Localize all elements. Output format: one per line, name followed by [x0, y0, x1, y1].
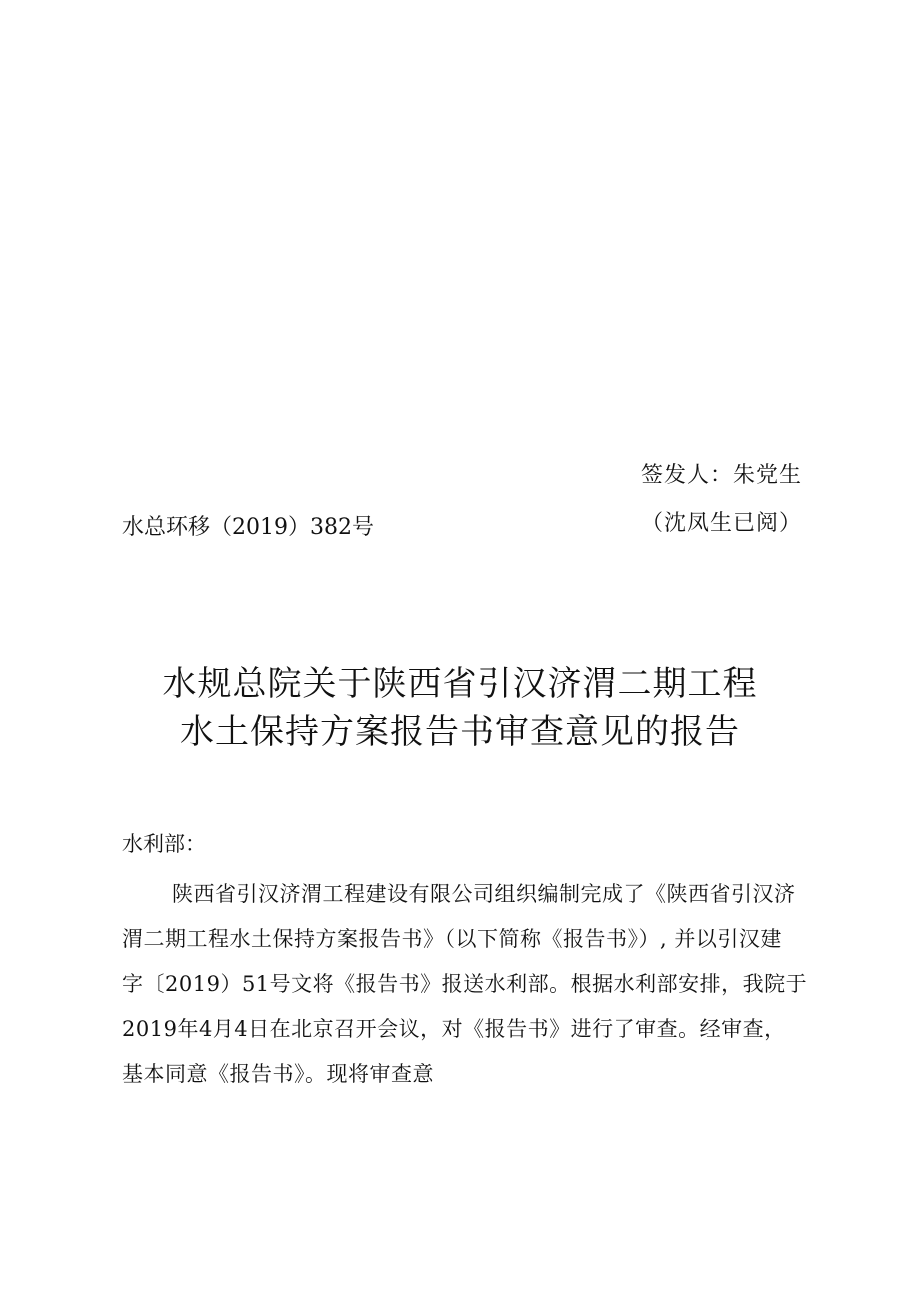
addressee: 水利部：: [122, 832, 206, 856]
document-number: 水总环移（2019）382号: [122, 515, 374, 540]
document-title-line-2: 水土保持方案报告书审查意见的报告: [180, 712, 740, 752]
signer-line: 签发人：朱党生: [640, 463, 802, 488]
body-line: 基本同意《报告书》。现将审查意: [122, 1062, 434, 1086]
body-line: 陕西省引汉济渭工程建设有限公司组织编制完成了《陕西省引汉济: [172, 882, 796, 906]
document-title-line-1: 水规总院关于陕西省引汉济渭二期工程: [162, 664, 758, 704]
body-line: 字〔2019）51号文将《报告书》报送水利部。根据水利部安排，我院于: [122, 972, 808, 996]
body-paragraph: [122, 872, 812, 1097]
reviewed-note: （沈凤生已阅）: [640, 511, 802, 536]
body-line: 2019年4月4日在北京召开会议，对《报告书》进行了审查。经审查，: [122, 1017, 786, 1041]
body-line: 渭二期工程水土保持方案报告书》（以下简称《报告书》）, 并以引汉建: [122, 927, 782, 951]
